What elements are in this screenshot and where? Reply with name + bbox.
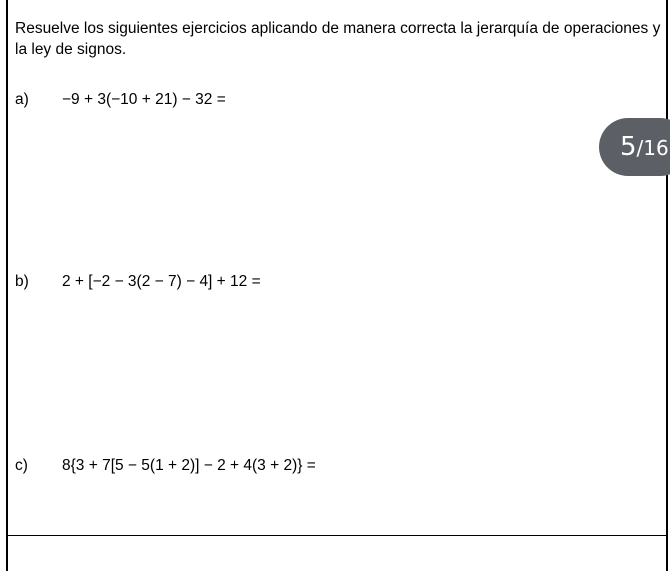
page-border-bottom: [6, 535, 668, 536]
exercise-letter: b): [15, 273, 29, 290]
page-border-left: [6, 0, 8, 571]
exercise-expression: 8{3 + 7[5 − 5(1 + 2)] − 2 + 4(3 + 2)} =: [62, 457, 316, 474]
current-page-number: 5: [620, 132, 637, 162]
exercise-letter: a): [15, 91, 29, 108]
total-pages: /16: [636, 136, 669, 160]
exercise-letter: c): [15, 457, 28, 474]
exercise-expression: −9 + 3(−10 + 21) − 32 =: [62, 91, 226, 108]
instructions-text: Resuelve los siguientes ejercicios aplicando de manera correcta la jerarquía de operaciones y la ley de signos.: [15, 20, 661, 58]
exercise-expression: 2 + [−2 − 3(2 − 7) − 4] + 12 =: [62, 273, 261, 290]
page-indicator-badge: [599, 118, 670, 176]
page-border-right: [666, 0, 668, 571]
